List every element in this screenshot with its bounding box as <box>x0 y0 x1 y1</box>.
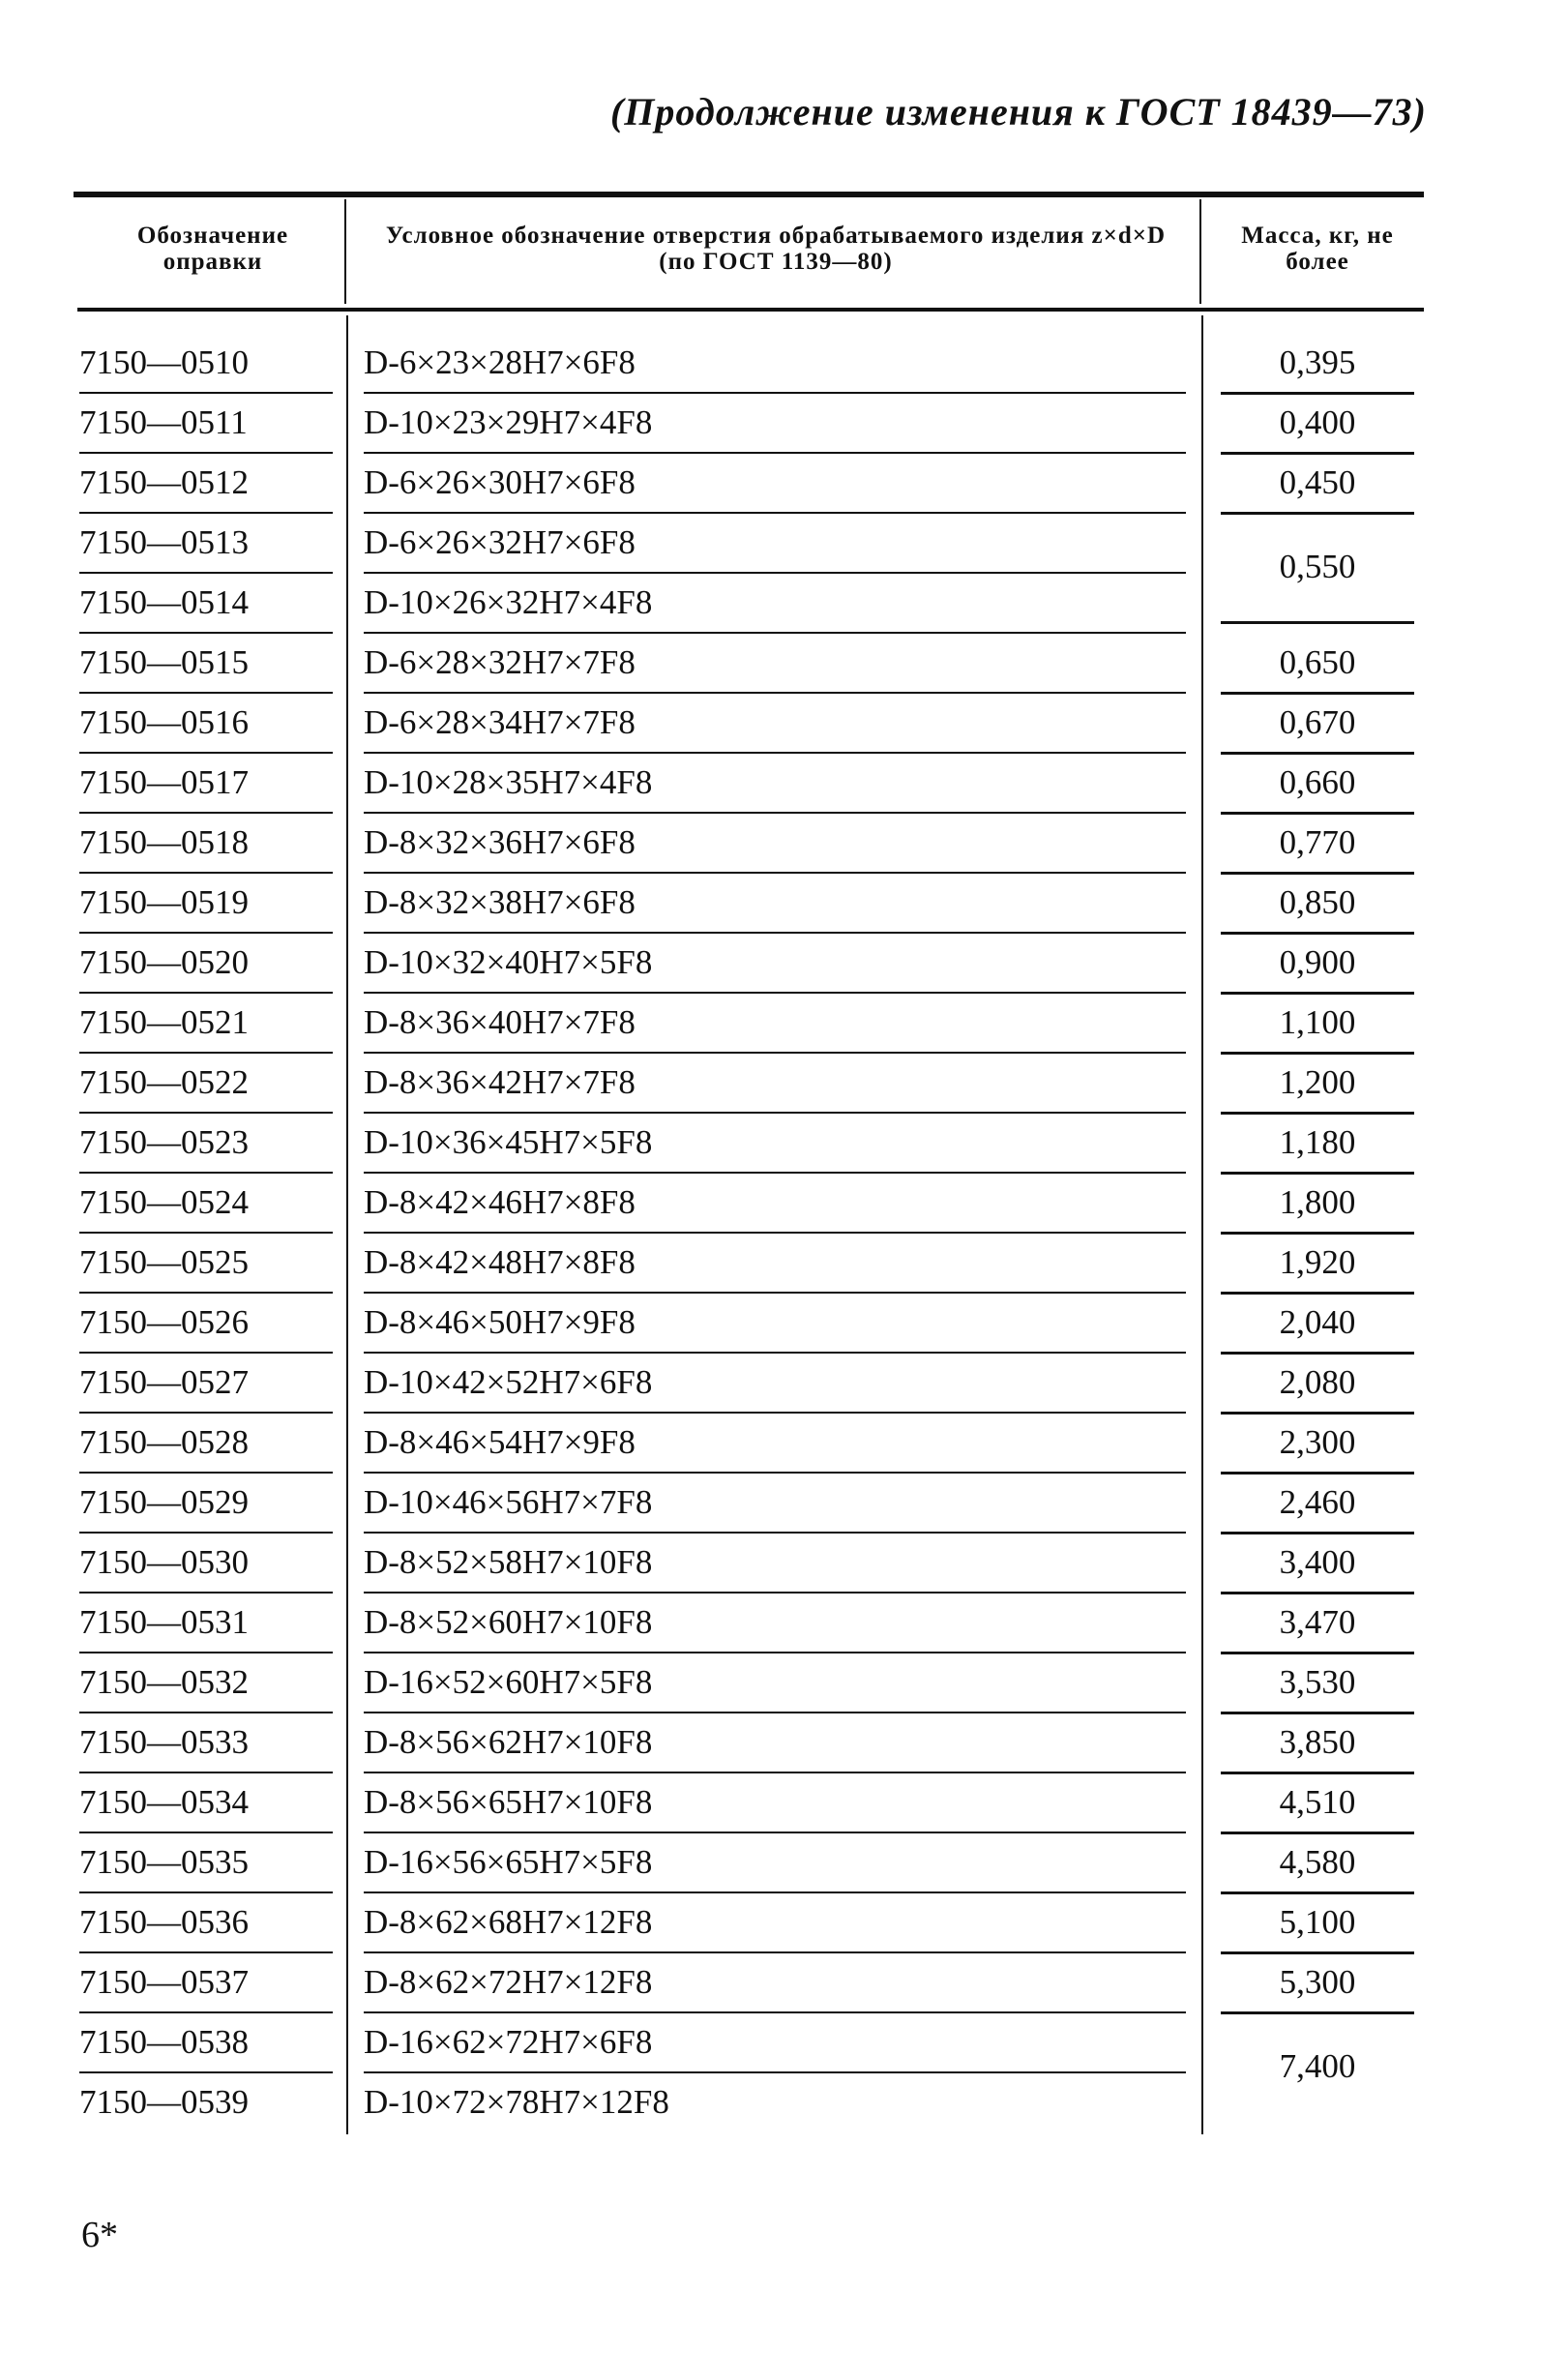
merged-mass-cell: 7,400 <box>1279 2047 1356 2085</box>
hole-designation: D-10×23×29H7×4F8 <box>364 394 1186 454</box>
hole-designation: D-10×32×40H7×5F8 <box>364 934 1186 994</box>
table-row <box>0 1474 1568 1534</box>
table-row <box>0 1534 1568 1593</box>
table-row <box>0 754 1568 814</box>
hole-designation: D-8×36×42H7×7F8 <box>364 1054 1186 1114</box>
table-row <box>0 1713 1568 1773</box>
table-row <box>0 1893 1568 1953</box>
hole-designation: D-16×62×72H7×6F8 <box>364 2013 1186 2073</box>
mass-value: 0,660 <box>1221 754 1414 815</box>
hole-designation: D-10×72×78H7×12F8 <box>364 2083 669 2121</box>
hole-designation: D-10×46×56H7×7F8 <box>364 1474 1186 1534</box>
header-divider-1 <box>344 199 346 304</box>
table-row <box>0 814 1568 874</box>
table-row <box>0 934 1568 994</box>
mass-value: 3,400 <box>1221 1534 1414 1594</box>
mass-value: 1,100 <box>1221 994 1414 1055</box>
mandrel-code: 7150—0517 <box>79 754 333 814</box>
mandrel-code: 7150—0514 <box>79 574 333 634</box>
table-row <box>0 1234 1568 1294</box>
merged-mass-cell: 0,550 <box>1221 513 1414 624</box>
mass-value: 1,800 <box>1221 1174 1414 1235</box>
mass-value: 0,770 <box>1221 814 1414 875</box>
hole-designation: D-16×56×65H7×5F8 <box>364 1833 1186 1893</box>
hole-designation: D-8×32×38H7×6F8 <box>364 874 1186 934</box>
mandrel-code: 7150—0526 <box>79 1294 333 1354</box>
mandrel-code: 7150—0520 <box>79 934 333 994</box>
mandrel-code: 7150—0527 <box>79 1354 333 1414</box>
mass-value: 0,670 <box>1221 694 1414 755</box>
mandrel-code: 7150—0516 <box>79 694 333 754</box>
mandrel-code: 7150—0518 <box>79 814 333 874</box>
mandrel-code: 7150—0538 <box>79 2013 333 2073</box>
hole-designation: D-8×46×50H7×9F8 <box>364 1294 1186 1354</box>
mandrel-code: 7150—0515 <box>79 634 333 694</box>
mass-value: 0,395 <box>1221 334 1414 395</box>
hole-designation: D-10×42×52H7×6F8 <box>364 1354 1186 1414</box>
hole-designation: D-16×52×60H7×5F8 <box>364 1653 1186 1713</box>
mass-value: 1,920 <box>1221 1234 1414 1295</box>
table-row <box>0 1833 1568 1893</box>
hole-designation: D-8×56×62H7×10F8 <box>364 1713 1186 1773</box>
hole-designation: D-6×26×32H7×6F8 <box>364 514 1186 574</box>
mass-value: 0,450 <box>1221 454 1414 515</box>
mandrel-code: 7150—0510 <box>79 334 333 394</box>
mass-value: 0,400 <box>1221 394 1414 455</box>
mass-value: 0,900 <box>1221 934 1414 995</box>
column-header-code: Обозначение оправки <box>136 223 289 275</box>
hole-designation: D-6×23×28H7×6F8 <box>364 334 1186 394</box>
hole-designation: D-8×42×46H7×8F8 <box>364 1174 1186 1234</box>
table-row <box>0 454 1568 514</box>
mandrel-code: 7150—0531 <box>79 1593 333 1653</box>
column-header-mass: Масса, кг, не более <box>1241 223 1394 275</box>
table-row <box>0 334 1568 394</box>
hole-designation: D-8×62×68H7×12F8 <box>364 1893 1186 1953</box>
hole-designation: D-8×52×60H7×10F8 <box>364 1593 1186 1653</box>
mass-value: 4,510 <box>1221 1773 1414 1834</box>
hole-designation: D-8×52×58H7×10F8 <box>364 1534 1186 1593</box>
mass-value: 2,080 <box>1221 1354 1414 1415</box>
mandrel-code: 7150—0512 <box>79 454 333 514</box>
mass-value: 2,460 <box>1221 1474 1414 1534</box>
mass-value: 5,100 <box>1221 1893 1414 1954</box>
mass-value: 1,200 <box>1221 1054 1414 1115</box>
mandrel-code: 7150—0537 <box>79 1953 333 2013</box>
hole-designation: D-6×28×34H7×7F8 <box>364 694 1186 754</box>
mandrel-code: 7150—0532 <box>79 1653 333 1713</box>
mandrel-code: 7150—0534 <box>79 1773 333 1833</box>
table-row <box>0 874 1568 934</box>
page-number: 6* <box>81 2215 118 2255</box>
mandrel-code: 7150—0539 <box>79 2083 249 2121</box>
table-top-rule <box>74 192 1424 197</box>
table-row <box>0 1953 1568 2013</box>
mandrel-code: 7150—0511 <box>79 394 333 454</box>
mass-value: 2,300 <box>1221 1414 1414 1474</box>
mandrel-code: 7150—0533 <box>79 1713 333 1773</box>
table-row <box>0 994 1568 1054</box>
hole-designation: D-10×26×32H7×4F8 <box>364 574 1186 634</box>
table-row <box>0 1414 1568 1474</box>
mandrel-code: 7150—0530 <box>79 1534 333 1593</box>
mass-value: 3,470 <box>1221 1593 1414 1654</box>
hole-designation: D-6×26×30H7×6F8 <box>364 454 1186 514</box>
table-row <box>0 1054 1568 1114</box>
mandrel-code: 7150—0523 <box>79 1114 333 1174</box>
page-title: (Продолжение изменения к ГОСТ 18439—73) <box>609 90 1427 134</box>
mandrel-code: 7150—0522 <box>79 1054 333 1114</box>
mandrel-code: 7150—0535 <box>79 1833 333 1893</box>
table-row <box>0 394 1568 454</box>
mass-value: 5,300 <box>1221 1953 1414 2014</box>
table-row <box>0 1354 1568 1414</box>
hole-designation: D-8×36×40H7×7F8 <box>364 994 1186 1054</box>
mass-value: 3,850 <box>1221 1713 1414 1774</box>
mass-value: 4,580 <box>1221 1833 1414 1894</box>
hole-designation: D-8×62×72H7×12F8 <box>364 1953 1186 2013</box>
hole-designation: D-8×42×48H7×8F8 <box>364 1234 1186 1294</box>
table-row <box>0 634 1568 694</box>
mass-value: 3,530 <box>1221 1653 1414 1714</box>
mandrel-code: 7150—0529 <box>79 1474 333 1534</box>
mandrel-code: 7150—0519 <box>79 874 333 934</box>
mass-value: 0,650 <box>1221 634 1414 695</box>
hole-designation: D-6×28×32H7×7F8 <box>364 634 1186 694</box>
table-row <box>0 1174 1568 1234</box>
mandrel-code: 7150—0513 <box>79 514 333 574</box>
header-divider-2 <box>1199 199 1201 304</box>
hole-designation: D-10×28×35H7×4F8 <box>364 754 1186 814</box>
mandrel-code: 7150—0521 <box>79 994 333 1054</box>
header-bottom-rule <box>77 308 1424 312</box>
table-row <box>0 1653 1568 1713</box>
table-row <box>0 1593 1568 1653</box>
hole-designation: D-8×32×36H7×6F8 <box>364 814 1186 874</box>
mass-value: 0,850 <box>1221 874 1414 935</box>
column-header-designation: Условное обозначение отверстия обрабатываемого изделия z×d×D (по ГОСТ 1139—80) <box>385 223 1167 275</box>
mandrel-code: 7150—0524 <box>79 1174 333 1234</box>
table-row <box>0 1294 1568 1354</box>
mandrel-code: 7150—0525 <box>79 1234 333 1294</box>
mass-value: 1,180 <box>1221 1114 1414 1175</box>
table-row <box>0 1773 1568 1833</box>
table-row <box>0 1114 1568 1174</box>
table-row <box>0 694 1568 754</box>
hole-designation: D-10×36×45H7×5F8 <box>364 1114 1186 1174</box>
mandrel-code: 7150—0528 <box>79 1414 333 1474</box>
mandrel-code: 7150—0536 <box>79 1893 333 1953</box>
hole-designation: D-8×46×54H7×9F8 <box>364 1414 1186 1474</box>
mass-value: 2,040 <box>1221 1294 1414 1355</box>
hole-designation: D-8×56×65H7×10F8 <box>364 1773 1186 1833</box>
